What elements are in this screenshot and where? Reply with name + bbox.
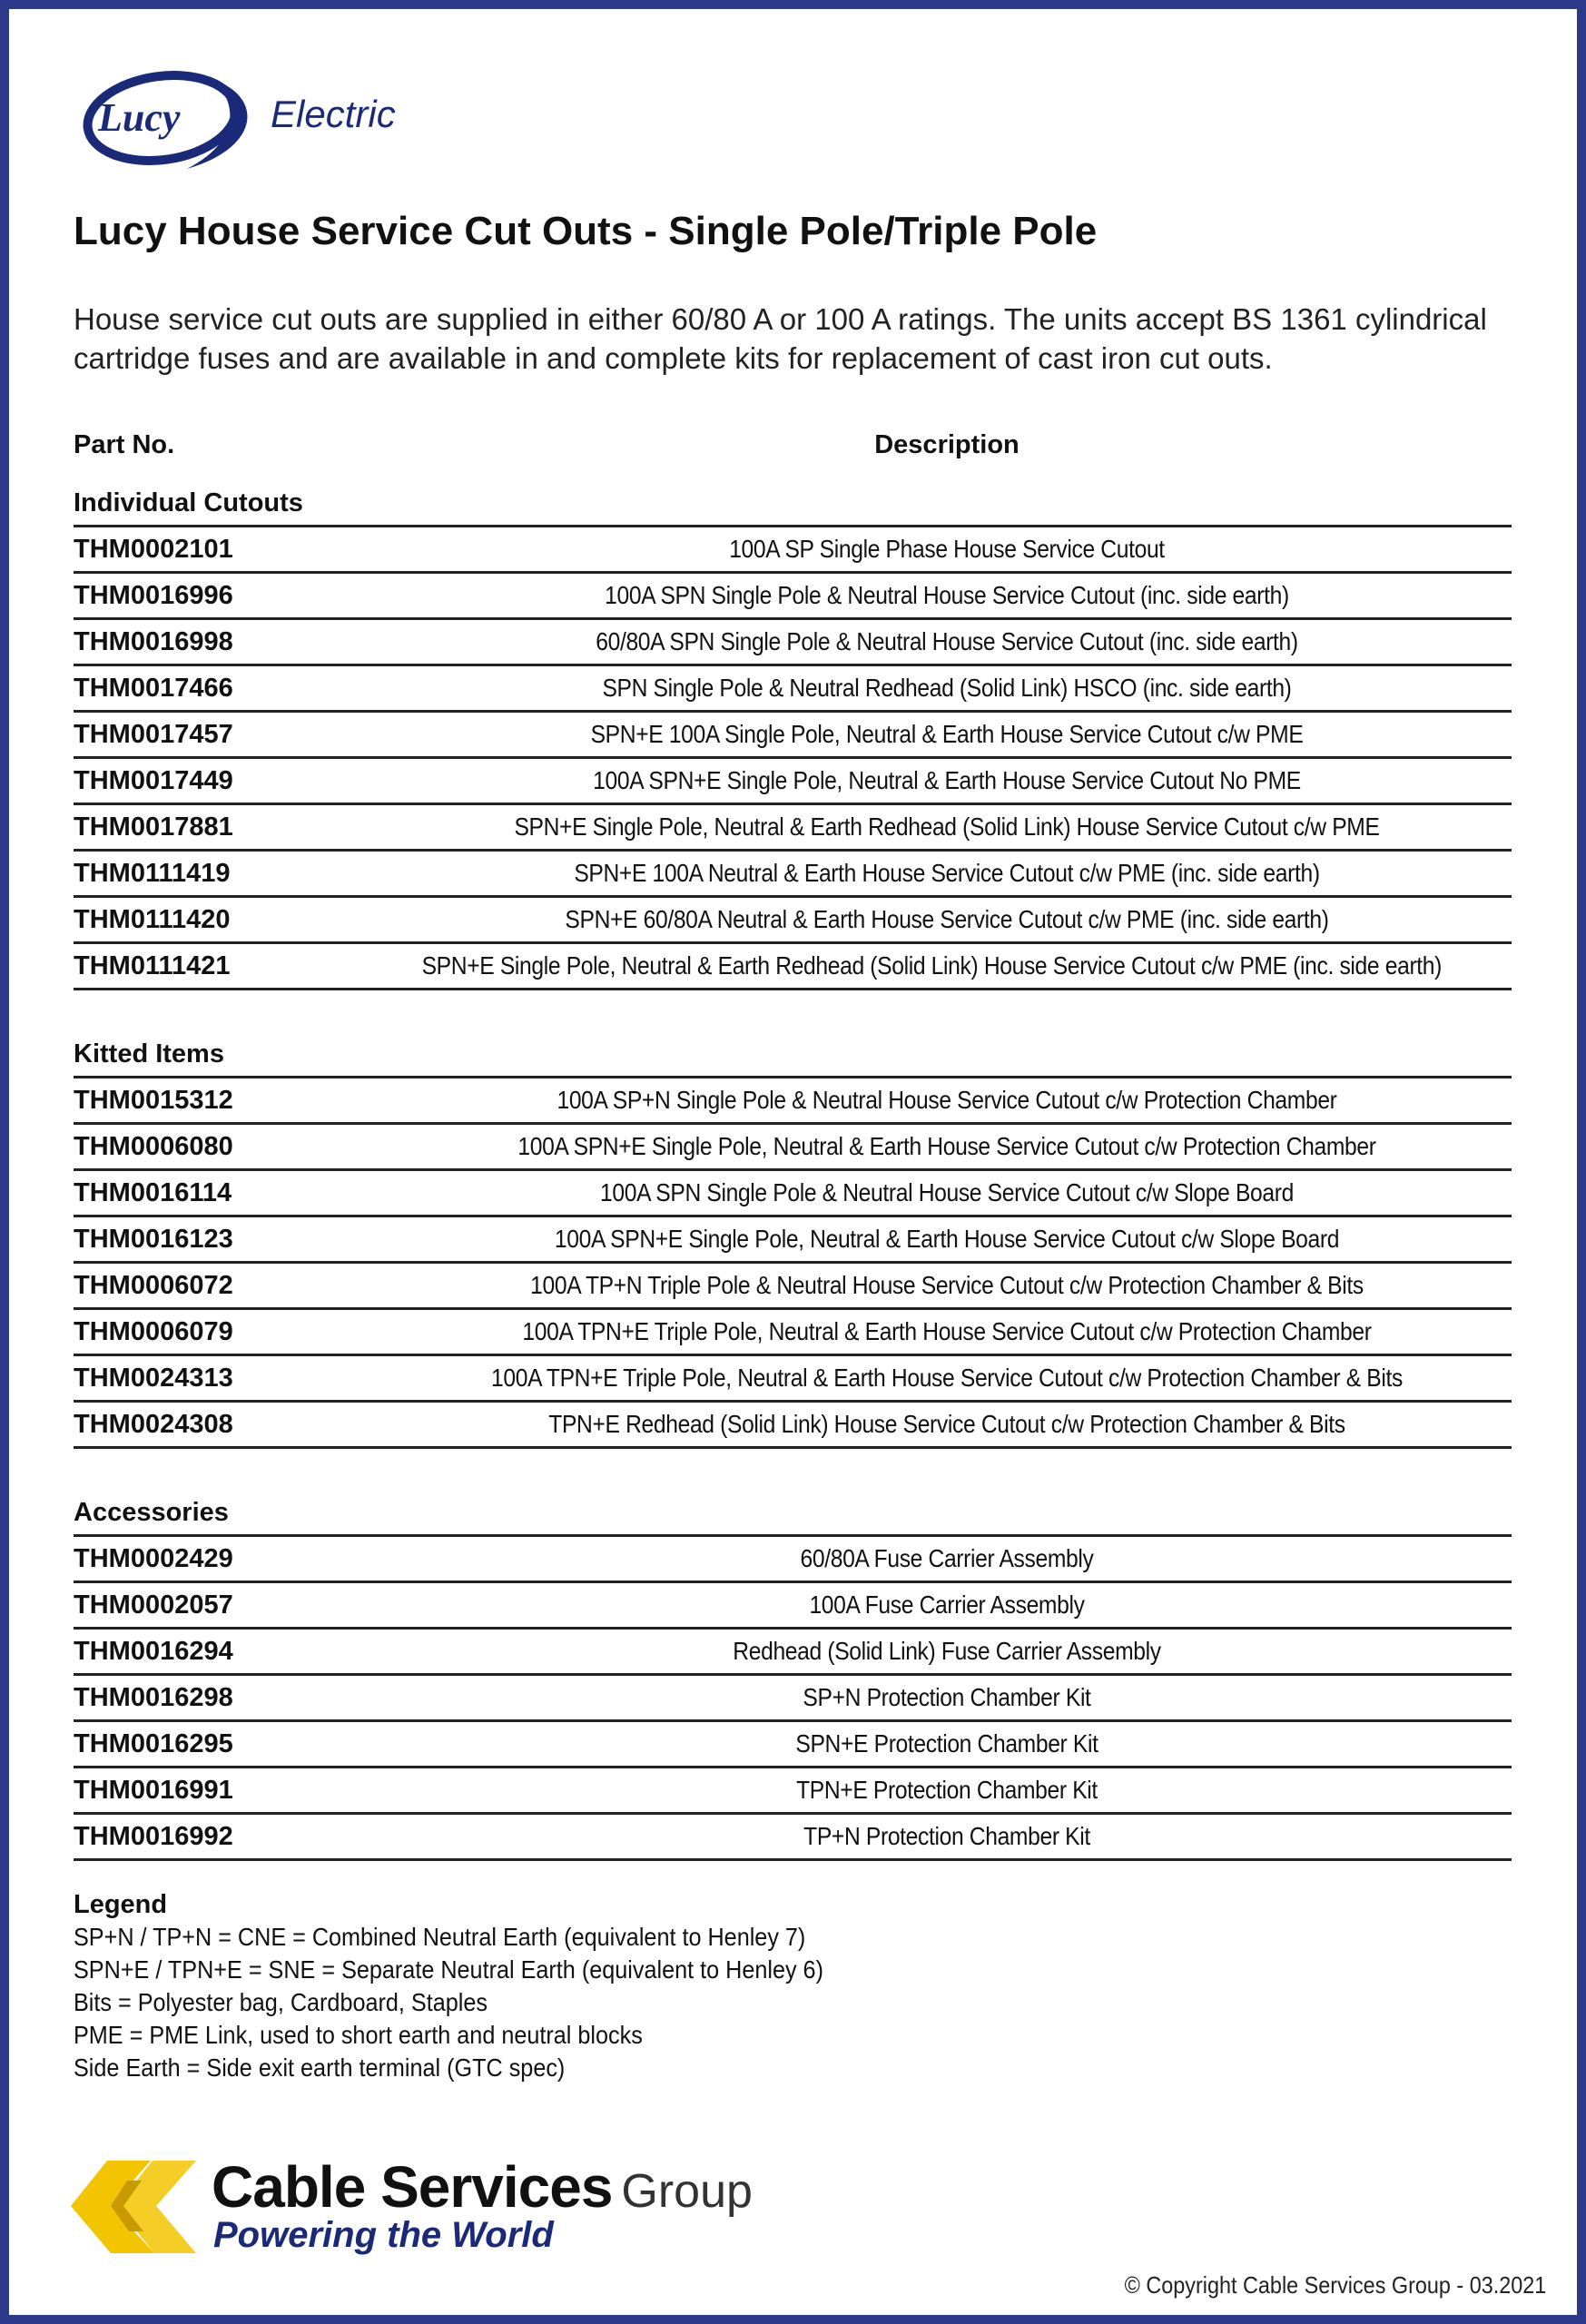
table-row [74, 1310, 1512, 1356]
part-number: THM0016295 [74, 1728, 233, 1758]
table-header [74, 427, 1512, 481]
legend-line: PME = PME Link, used to short earth and neutral blocks [74, 2021, 643, 2049]
part-number: THM0111419 [74, 858, 231, 888]
part-description: 100A SPN+E Single Pole, Neutral & Earth House Service Cutout No PME [593, 766, 1301, 794]
part-number: THM0002101 [74, 534, 233, 564]
part-description: SPN+E Protection Chamber Kit [795, 1729, 1098, 1758]
part-description: SPN+E 100A Single Pole, Neutral & Earth House Service Cutout c/w PME [590, 720, 1304, 748]
part-description: 60/80A SPN Single Pole & Neutral House Service Cutout (inc. side earth) [596, 627, 1298, 655]
lucy-electric-logo [78, 62, 405, 175]
part-description: 100A Fuse Carrier Assembly [809, 1590, 1085, 1619]
legend-title: Legend [74, 1890, 168, 1919]
part-description: 60/80A Fuse Carrier Assembly [800, 1544, 1094, 1572]
part-description: TPN+E Protection Chamber Kit [796, 1776, 1098, 1804]
lucy-logo-text: Lucy [98, 95, 181, 140]
part-number: THM0006072 [74, 1270, 233, 1300]
table-row [74, 1583, 1512, 1630]
part-description: 100A TPN+E Triple Pole, Neutral & Earth House Service Cutout c/w Protection Chamber & Bits [491, 1364, 1403, 1392]
table-row [74, 1722, 1512, 1768]
part-description: SPN+E 60/80A Neutral & Earth House Service Cutout c/w PME (inc. side earth) [565, 905, 1329, 933]
part-description: 100A SP+N Single Pole & Neutral House Service Cutout c/w Protection Chamber [557, 1086, 1337, 1114]
part-description: 100A TPN+E Triple Pole, Neutral & Earth House Service Cutout c/w Protection Chamber [522, 1317, 1372, 1345]
intro-paragraph: House service cut outs are supplied in either 60/80 A or 100 A ratings. The units accept BS 1361 cylindrical cartridge fuses and are available in and complete kits for replacement of cast iron cut outs. [74, 302, 1487, 375]
table-row [74, 1537, 1512, 1583]
part-description: SP+N Protection Chamber Kit [803, 1683, 1091, 1711]
part-description: 100A SPN Single Pole & Neutral House Service Cutout (inc. side earth) [605, 581, 1289, 609]
part-number: THM0111420 [74, 904, 231, 934]
section-title: Individual Cutouts [74, 481, 1512, 527]
part-number: THM0024308 [74, 1409, 233, 1439]
company-group: Group [621, 2165, 753, 2218]
table-row [74, 1630, 1512, 1676]
part-description: 100A SP Single Phase House Service Cutout [729, 535, 1165, 563]
part-number: THM0016294 [74, 1636, 233, 1666]
part-number: THM0015312 [74, 1085, 233, 1115]
legend-line: SPN+E / TPN+E = SNE = Separate Neutral Earth (equivalent to Henley 6) [74, 1955, 823, 1984]
table-row [74, 1171, 1512, 1217]
table-row [74, 1264, 1512, 1310]
legend-line: Side Earth = Side exit earth terminal (GTC spec) [74, 2053, 566, 2082]
part-number: THM0017457 [74, 719, 233, 749]
part-description: Redhead (Solid Link) Fuse Carrier Assembly [733, 1637, 1161, 1665]
table-row [74, 944, 1512, 990]
part-number: THM0016123 [74, 1224, 233, 1254]
part-description: 100A TP+N Triple Pole & Neutral House Service Cutout c/w Protection Chamber & Bits [530, 1271, 1364, 1299]
part-description: 100A SPN Single Pole & Neutral House Service Cutout c/w Slope Board [600, 1178, 1294, 1206]
part-number: THM0016298 [74, 1682, 233, 1712]
part-number: THM0017466 [74, 673, 233, 703]
company-tagline: Powering the World [213, 2215, 554, 2255]
part-description: 100A SPN+E Single Pole, Neutral & Earth House Service Cutout c/w Slope Board [554, 1225, 1340, 1253]
part-description: SPN Single Pole & Neutral Redhead (Solid Link) HSCO (inc. side earth) [602, 674, 1292, 702]
part-number: THM0006080 [74, 1131, 233, 1161]
table-row [74, 1403, 1512, 1449]
part-number: THM0006079 [74, 1316, 233, 1346]
header-description: Description [874, 430, 1020, 459]
section-title: Kitted Items [74, 1032, 1512, 1078]
part-description: TP+N Protection Chamber Kit [803, 1822, 1090, 1850]
part-number: THM0002429 [74, 1543, 233, 1573]
part-number: THM0016996 [74, 580, 233, 610]
section-spacer [74, 1449, 1512, 1491]
part-description: SPN+E Single Pole, Neutral & Earth Redhead (Solid Link) House Service Cutout c/w PME (inc. side earth) [421, 951, 1443, 980]
company-name: Cable Services [212, 2154, 613, 2220]
page-title: Lucy House Service Cut Outs - Single Pole/Triple Pole [74, 209, 1098, 253]
cable-services-wordmark [212, 2153, 753, 2221]
cable-services-chevron-icon [71, 2153, 198, 2260]
section-title: Accessories [74, 1491, 1512, 1537]
legend-line: SP+N / TP+N = CNE = Combined Neutral Earth (equivalent to Henley 7) [74, 1923, 806, 1951]
table-row [74, 620, 1512, 666]
part-number: THM0017881 [74, 812, 233, 842]
part-number: THM0111421 [74, 950, 231, 980]
table-row [74, 805, 1512, 852]
table-row [74, 852, 1512, 898]
part-description: SPN+E Single Pole, Neutral & Earth Redhead (Solid Link) House Service Cutout c/w PME [514, 812, 1380, 841]
part-description: TPN+E Redhead (Solid Link) House Service Cutout c/w Protection Chamber & Bits [548, 1410, 1345, 1438]
part-number: THM0016998 [74, 626, 233, 656]
table-row [74, 1356, 1512, 1403]
parts-table [74, 427, 1512, 1861]
table-row [74, 898, 1512, 944]
part-number: THM0016992 [74, 1821, 233, 1851]
part-number: THM0017449 [74, 765, 233, 795]
part-description: 100A SPN+E Single Pole, Neutral & Earth House Service Cutout c/w Protection Chamber [517, 1132, 1376, 1160]
table-row [74, 1815, 1512, 1861]
copyright-notice: © Copyright Cable Services Group - 03.2021 [1124, 2271, 1546, 2299]
header-part-no: Part No. [74, 430, 175, 459]
legend [74, 1888, 1163, 2084]
part-number: THM0024313 [74, 1363, 233, 1393]
part-description: SPN+E 100A Neutral & Earth House Service Cutout c/w PME (inc. side earth) [574, 859, 1320, 887]
table-row [74, 759, 1512, 805]
legend-line: Bits = Polyester bag, Cardboard, Staples [74, 1988, 488, 2016]
table-row [74, 527, 1512, 574]
table-sections [74, 481, 1512, 1861]
part-number: THM0016991 [74, 1775, 233, 1805]
electric-logo-text: Electric [271, 93, 396, 135]
table-row [74, 666, 1512, 713]
table-row [74, 574, 1512, 620]
part-number: THM0002057 [74, 1590, 233, 1620]
table-row [74, 1125, 1512, 1171]
table-row [74, 1768, 1512, 1815]
table-row [74, 1078, 1512, 1125]
table-row [74, 1217, 1512, 1264]
part-number: THM0016114 [74, 1177, 232, 1207]
section-spacer [74, 990, 1512, 1032]
table-row [74, 713, 1512, 759]
table-row [74, 1676, 1512, 1722]
